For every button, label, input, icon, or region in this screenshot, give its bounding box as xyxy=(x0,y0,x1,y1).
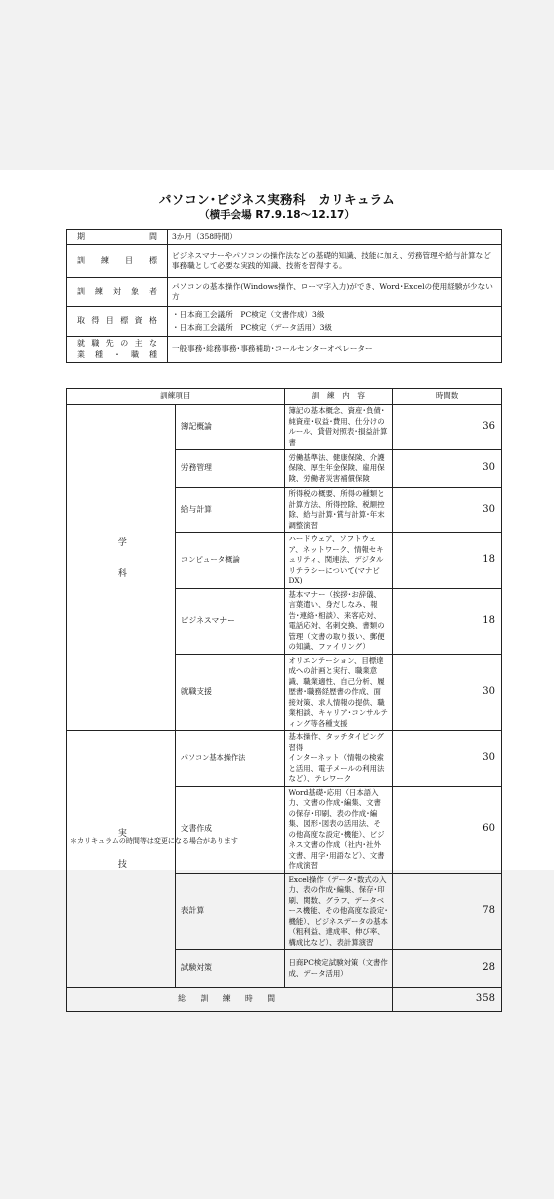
subject-hours: 30 xyxy=(393,450,502,488)
subject-name: コンピュータ概論 xyxy=(175,533,284,589)
total-hours: 358 xyxy=(393,988,502,1012)
subject-content: 基本操作、タッチタイピング習得 インターネット（情報の検索と活用、電子メールの利用法など）、テレワーク xyxy=(284,731,393,787)
subject-hours: 18 xyxy=(393,533,502,589)
subject-content: 簿記の基本概念、資産･負債･純資産･収益･費用、仕分けのルール、貸借対照表･損益計算書 xyxy=(284,405,393,450)
label-target: 訓練対象者 xyxy=(67,278,168,307)
category-practical xyxy=(67,731,176,988)
subject-content: Word基礎･応用（日本語入力、文書の作成･編集、文書の保存･印刷、表の作成･編集、図形･図表の活用法、その他高度な設定･機能）、ビジネス文書の作成（社内･社外文書、用字･用語など）、文書作成演習 xyxy=(284,786,393,873)
subject-hours: 78 xyxy=(393,873,502,950)
value-goal: ビジネスマナーやパソコンの操作法などの基礎的知識、技能に加え、労務管理や給与計算など事務職として必要な実践的知識、技術を習得する。 xyxy=(168,245,502,278)
curriculum-table xyxy=(66,388,502,1012)
label-qualification: 取得目標資格 xyxy=(67,307,168,337)
subject-hours: 18 xyxy=(393,588,502,654)
label-employment xyxy=(67,337,168,363)
summary-table xyxy=(66,229,502,363)
subject-hours: 36 xyxy=(393,405,502,450)
subject-content: 日商PC検定試験対策（文書作成、データ活用） xyxy=(284,950,393,988)
subject-hours: 30 xyxy=(393,654,502,731)
label-employment-line: 就職先の主な xyxy=(77,339,157,348)
header-content: 訓 練 内 容 xyxy=(284,389,393,405)
subject-name: 表計算 xyxy=(175,873,284,950)
curriculum-document xyxy=(0,170,554,1005)
subject-content: Excel操作（データ･数式の入力、表の作成･編集、保存･印刷、関数、グラフ、データベース機能、その他高度な設定･機能）、ビジネスデータの基本（粗利益、達成率、伸び率、構成比など）、表計算演習 xyxy=(284,873,393,950)
value-qualification xyxy=(168,307,502,337)
value-period: 3か月（358時間） xyxy=(168,230,502,245)
subject-name: パソコン基本操作法 xyxy=(175,731,284,787)
value-target: パソコンの基本操作(Windows操作、ローマ字入力)ができ、Word･Excelの使用経験が少ない方 xyxy=(168,278,502,307)
qualification-line: ・日本商工会議所 PC検定（データ活用）3級 xyxy=(172,323,333,332)
subject-hours: 28 xyxy=(393,950,502,988)
label-employment-line: 業種・職種 xyxy=(77,349,157,359)
document-subtitle: （横手会場 R7.9.18〜12.17） xyxy=(199,209,355,221)
subject-name: 労務管理 xyxy=(175,450,284,488)
total-label: 総 訓 練 時 間 xyxy=(67,988,393,1012)
subject-name: ビジネスマナー xyxy=(175,588,284,654)
subject-hours: 30 xyxy=(393,731,502,787)
subject-name: 簿記概論 xyxy=(175,405,284,450)
subject-content: 労働基準法、健康保険、介護保険、厚生年金保険、雇用保険、労働者災害補償保険 xyxy=(284,450,393,488)
category-label: 学科 xyxy=(115,536,126,599)
category-academic xyxy=(67,405,176,731)
subject-content: ハードウェア、ソフトウェア、ネットワーク、情報セキュリティ、関連法、デジタルリテラシーについて(マナビDX) xyxy=(284,533,393,589)
subject-name: 文書作成 xyxy=(175,786,284,873)
subject-hours: 60 xyxy=(393,786,502,873)
category-label: 実技 xyxy=(115,828,126,890)
subject-name: 就職支援 xyxy=(175,654,284,731)
header-item: 訓練項目 xyxy=(67,389,285,405)
subject-content: 所得税の概要、所得の種類と計算方法、所得控除、税額控除、給与計算･賞与計算･年末調整演習 xyxy=(284,488,393,533)
label-goal: 訓練目標 xyxy=(67,245,168,278)
qualification-line: ・日本商工会議所 PC検定（文書作成）3級 xyxy=(172,309,325,319)
value-employment: 一般事務･総務事務･事務補助･コールセンターオペレーター xyxy=(168,337,502,363)
subject-name: 給与計算 xyxy=(175,488,284,533)
subject-content: 基本マナー（挨拶･お辞儀、言葉遣い、身だしなみ、報告･連絡･相談）、来客応対、電話応対、名刺交換、書類の管理（文書の取り扱い、郵便の知識、ファイリング） xyxy=(284,588,393,654)
document-title: パソコン･ビジネス実務科 カリキュラム xyxy=(158,192,396,207)
label-period: 期 間 xyxy=(67,230,168,245)
subject-hours: 30 xyxy=(393,488,502,533)
header-hours: 時間数 xyxy=(393,389,502,405)
subject-content: オリエンテーション、目標達成への計画と実行、職業意識、職業適性、自己分析、履歴書･職務経歴書の作成、面接対策、求人情報の提供、職業相談、キャリア･コンサルティング等各種支援 xyxy=(284,654,393,731)
footnote: ＊カリキュラムの時間等は変更になる場合があります xyxy=(70,837,238,845)
subject-name: 試験対策 xyxy=(175,950,284,988)
top-margin-band xyxy=(0,0,554,170)
